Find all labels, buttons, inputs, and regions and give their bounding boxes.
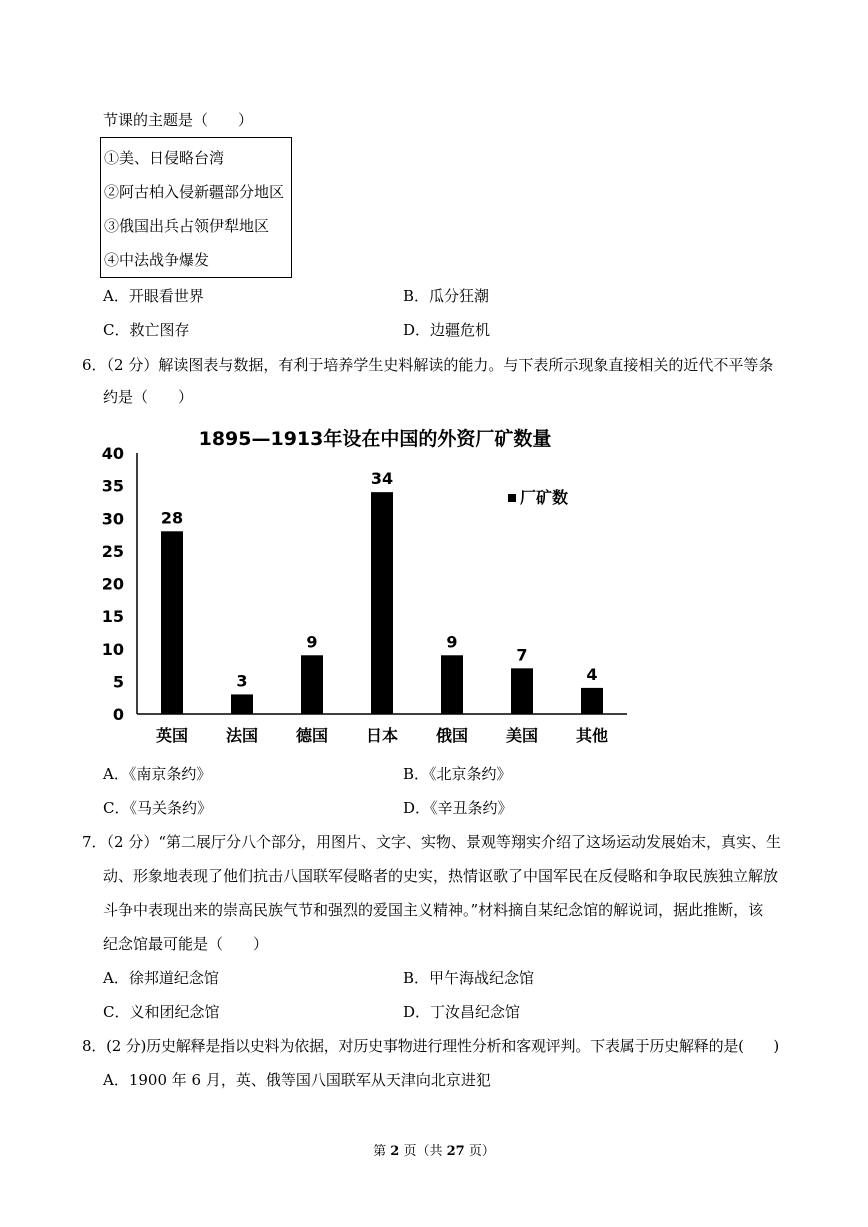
page-footer	[0, 1140, 868, 1159]
y-tick-label: 15	[101, 607, 124, 627]
q6-stem-line1: 6．（2 分）解读图表与数据，有利于培养学生史料解读的能力。与下表所示现象直接相关的近代不平等条	[82, 356, 774, 374]
q5-option-c: C．救亡图存	[103, 321, 190, 339]
q7-option-a: A．徐邦道纪念馆	[103, 969, 219, 987]
bar	[581, 688, 603, 714]
x-tick-label: 法国	[225, 726, 259, 745]
bar	[231, 694, 253, 714]
y-tick-label: 25	[101, 541, 124, 561]
bar	[511, 668, 533, 714]
chart-title: 1895—1913年设在中国的外资厂矿数量	[198, 428, 552, 450]
q6-option-c: C．《马关条约》	[103, 799, 212, 817]
data-label: 28	[160, 508, 184, 528]
q7-stem-line2: 动、形象地表现了他们抗击八国联军侵略者的史实，热情讴歌了中国军民在反侵略和争取民族独立解放	[103, 867, 779, 885]
data-label: 9	[306, 632, 318, 652]
bar-chart	[100, 420, 640, 750]
q7-stem-line4: 纪念馆最可能是（ ）	[103, 935, 269, 953]
footer-page-number: 2	[390, 1144, 400, 1159]
legend-swatch	[508, 494, 516, 502]
q5-option-a: A．开眼看世界	[103, 287, 204, 305]
footer-mid: 页（共	[399, 1144, 447, 1159]
data-label: 3	[236, 671, 248, 691]
q7-option-c: C．义和团纪念馆	[103, 1003, 220, 1021]
y-tick-label: 35	[101, 476, 124, 496]
x-tick-label: 其他	[575, 726, 609, 745]
y-tick-label: 20	[101, 574, 124, 594]
q5-box-item: ③俄国出兵占领伊犁地区	[104, 217, 270, 235]
footer-prefix: 第	[373, 1144, 391, 1159]
q5-option-d: D．边疆危机	[403, 321, 491, 339]
bar	[441, 655, 463, 714]
x-tick-label: 俄国	[435, 726, 469, 745]
bar	[161, 531, 183, 714]
x-tick-label: 英国	[155, 726, 189, 745]
x-tick-label: 德国	[295, 726, 329, 745]
bar	[301, 655, 323, 714]
q7-option-b: B．甲午海战纪念馆	[403, 969, 535, 987]
bar	[371, 492, 393, 714]
x-tick-label: 日本	[365, 726, 399, 745]
data-label: 9	[446, 632, 458, 652]
footer-total-pages: 27	[446, 1144, 465, 1159]
q7-stem-line1: 7．（2 分）“第二展厅分八个部分，用图片、文字、实物、景观等翔实介绍了这场运动发展始末，真实、生	[82, 833, 782, 851]
y-tick-label: 10	[101, 639, 124, 659]
q8-option-a: A．1900 年 6 月，英、俄等国八国联军从天津向北京进犯	[103, 1071, 491, 1089]
q5-stem-tail: 节课的主题是（ ）	[103, 111, 254, 129]
q5-box-item: ①美、日侵略台湾	[104, 149, 225, 167]
q5-box-item: ④中法战争爆发	[104, 251, 210, 269]
q6-option-a: A．《南京条约》	[103, 765, 212, 783]
data-label: 34	[370, 469, 394, 489]
y-tick-label: 40	[101, 444, 124, 463]
footer-suffix: 页）	[464, 1144, 495, 1159]
q5-box-item: ②阿古柏入侵新疆部分地区	[104, 183, 285, 201]
q7-stem-line3: 斗争中表现出来的崇高民族气节和强烈的爱国主义精神。”材料摘自某纪念馆的解说词，据此推断，该	[103, 901, 764, 919]
y-tick-label: 5	[112, 672, 124, 692]
y-tick-label: 0	[112, 705, 124, 724]
legend-label: 厂矿数	[520, 488, 569, 507]
q5-material-box	[100, 137, 292, 278]
q6-option-d: D．《辛丑条约》	[403, 799, 513, 817]
data-label: 7	[516, 645, 528, 665]
q6-stem-line2: 约是（ ）	[103, 388, 194, 406]
q7-option-d: D．丁汝昌纪念馆	[403, 1003, 521, 1021]
q6-option-b: B．《北京条约》	[403, 765, 512, 783]
y-tick-label: 30	[101, 509, 124, 529]
x-tick-label: 美国	[505, 726, 539, 745]
q5-option-b: B．瓜分狂潮	[403, 287, 490, 305]
q8-stem-line1: 8．(2 分)历史解释是指以史料为依据，对历史事物进行理性分析和客观评判。下表属于历史解释的是( )	[82, 1037, 780, 1055]
data-label: 4	[586, 664, 598, 684]
